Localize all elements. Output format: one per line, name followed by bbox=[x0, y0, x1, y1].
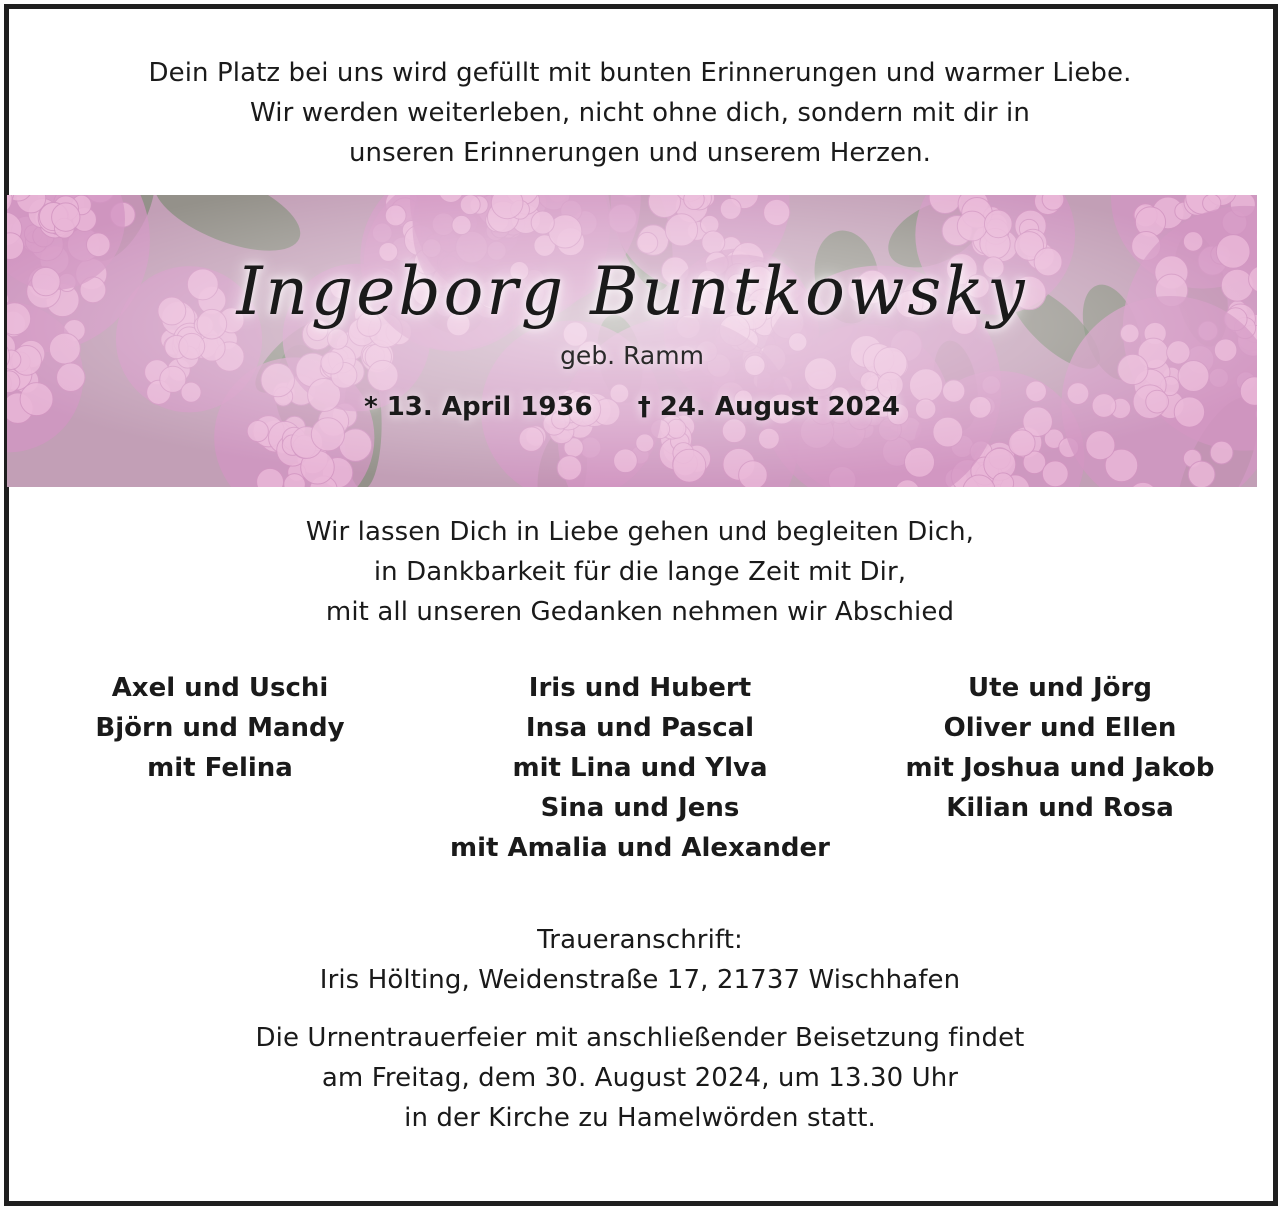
deceased-name: Ingeborg Buntkowsky bbox=[236, 253, 1028, 330]
family-line: Kilian und Rosa bbox=[946, 793, 1174, 823]
address-label: Traueranschrift: bbox=[537, 925, 743, 955]
family-group bbox=[850, 668, 1270, 828]
hydrangea-banner bbox=[7, 195, 1257, 487]
family-line: Sina und Jens bbox=[540, 793, 740, 823]
death-date: † 24. August 2024 bbox=[637, 392, 900, 422]
intro-verse bbox=[0, 53, 1280, 173]
farewell-line: Wir lassen Dich in Liebe gehen und begleiten Dich, bbox=[305, 517, 975, 547]
farewell-verse bbox=[0, 512, 1280, 632]
mourning-address bbox=[0, 920, 1280, 1000]
birth-date: * 13. April 1936 bbox=[364, 392, 593, 422]
ceremony-line: Die Urnentrauerfeier mit anschließender Beisetzung findet bbox=[255, 1023, 1025, 1053]
family-line: mit Felina bbox=[147, 753, 293, 783]
family-line: Ute und Jörg bbox=[968, 673, 1152, 703]
family-line: Oliver und Ellen bbox=[943, 713, 1177, 743]
mourners bbox=[0, 668, 1280, 878]
family-group bbox=[10, 668, 430, 788]
family-line: Björn und Mandy bbox=[95, 713, 345, 743]
address-value: Iris Hölting, Weidenstraße 17, 21737 Wischhafen bbox=[319, 965, 961, 995]
farewell-line: in Dankbarkeit für die lange Zeit mit Dir, bbox=[373, 557, 907, 587]
family-line: Insa und Pascal bbox=[525, 713, 755, 743]
maiden-name: geb. Ramm bbox=[560, 341, 704, 370]
ceremony-line: am Freitag, dem 30. August 2024, um 13.30 Uhr bbox=[321, 1063, 959, 1093]
family-line: mit Amalia und Alexander bbox=[450, 833, 830, 863]
intro-line: unseren Erinnerungen und unserem Herzen. bbox=[348, 138, 932, 168]
family-line: mit Joshua und Jakob bbox=[905, 753, 1215, 783]
family-line: Axel und Uschi bbox=[111, 673, 329, 703]
intro-line: Wir werden weiterleben, nicht ohne dich, sondern mit dir in bbox=[250, 98, 1030, 128]
life-dates bbox=[7, 388, 1257, 426]
ceremony-info bbox=[0, 1018, 1280, 1138]
family-line: mit Lina und Ylva bbox=[512, 753, 768, 783]
farewell-line: mit all unseren Gedanken nehmen wir Abschied bbox=[325, 597, 955, 627]
family-group bbox=[430, 668, 850, 868]
intro-line: Dein Platz bei uns wird gefüllt mit bunten Erinnerungen und warmer Liebe. bbox=[148, 58, 1132, 88]
family-line: Iris und Hubert bbox=[528, 673, 752, 703]
ceremony-line: in der Kirche zu Hamelwörden statt. bbox=[404, 1103, 876, 1133]
